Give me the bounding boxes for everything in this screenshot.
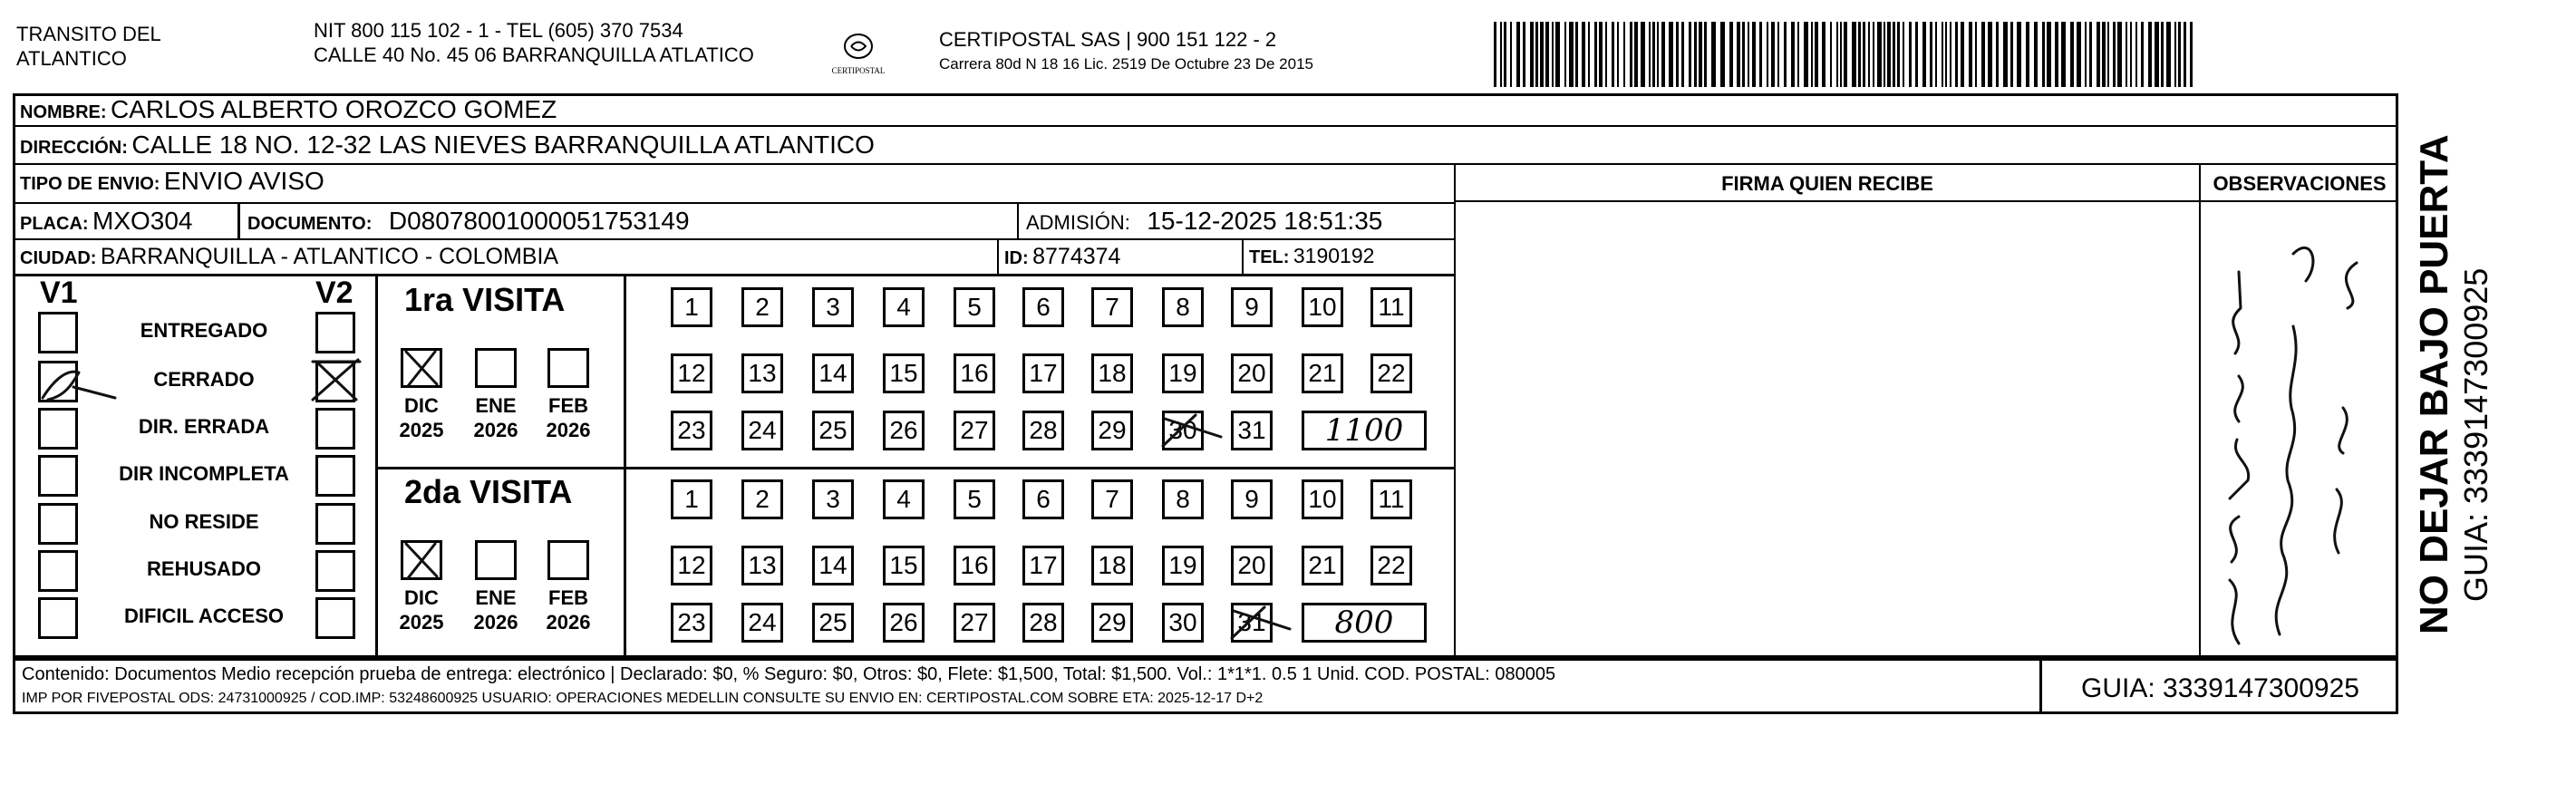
day-box[interactable]: 31 — [1231, 411, 1273, 450]
observaciones-divider — [2199, 163, 2201, 658]
day-box[interactable]: 12 — [671, 546, 712, 585]
day-box[interactable]: 4 — [883, 287, 925, 327]
firma-header — [1454, 163, 2199, 202]
observaciones-header — [2199, 163, 2398, 202]
month-name: ENE — [475, 394, 517, 417]
tipo-label: TIPO DE ENVIO: — [20, 174, 160, 194]
month-name: ENE — [475, 586, 517, 609]
day-box[interactable]: 22 — [1370, 546, 1412, 585]
day-box[interactable]: 19 — [1162, 353, 1204, 393]
month-year: 2026 — [473, 419, 518, 441]
month-year: 2026 — [546, 419, 591, 441]
day-box[interactable]: 30 — [1162, 411, 1204, 450]
observaciones-label: OBSERVACIONES — [2213, 172, 2387, 195]
month-checkbox[interactable] — [547, 348, 589, 388]
day-box[interactable]: 5 — [954, 287, 995, 327]
placa-label: PLACA: — [20, 214, 89, 234]
tel-value: 3190192 — [1293, 244, 1375, 267]
tel-label: TEL: — [1249, 247, 1290, 267]
documento-label: DOCUMENTO: — [247, 214, 373, 234]
visit-separator — [375, 467, 1454, 469]
day-box[interactable]: 10 — [1302, 479, 1343, 519]
handwritten-time: 1100 — [1302, 411, 1427, 450]
day-mark-icon — [1228, 602, 1292, 647]
month-checkbox[interactable] — [547, 540, 589, 580]
day-box[interactable]: 18 — [1091, 546, 1133, 585]
visit-title: 2da VISITA — [404, 473, 573, 510]
tel-cell — [1242, 238, 1454, 275]
day-box[interactable]: 26 — [883, 411, 925, 450]
day-box[interactable]: 1 — [671, 287, 712, 327]
direccion-row — [13, 125, 2398, 163]
handwritten-time: 800 — [1302, 603, 1427, 643]
placa-value: MXO304 — [92, 207, 193, 235]
x-mark-icon — [401, 348, 442, 388]
day-box[interactable]: 13 — [741, 353, 783, 393]
day-box[interactable]: 9 — [1231, 287, 1273, 327]
footer-guia: GUIA: 3339147300925 — [2081, 673, 2359, 703]
nombre-value: CARLOS ALBERTO OROZCO GOMEZ — [111, 95, 557, 123]
day-box[interactable]: 27 — [954, 411, 995, 450]
side-guia: GUIA: 3339147300925 — [2457, 267, 2494, 602]
admision-label: ADMISIÓN: — [1026, 211, 1130, 234]
day-box[interactable]: 24 — [741, 603, 783, 643]
month-name: DIC — [404, 586, 439, 609]
side-warning: NO DEJAR BAJO PUERTA — [2412, 134, 2456, 634]
day-box[interactable]: 18 — [1091, 353, 1133, 393]
month-year: 2025 — [399, 419, 444, 441]
logo-mark-icon — [840, 31, 876, 62]
day-box[interactable]: 28 — [1022, 411, 1064, 450]
day-box[interactable]: 17 — [1022, 353, 1064, 393]
day-box[interactable]: 19 — [1162, 546, 1204, 585]
day-box[interactable]: 10 — [1302, 287, 1343, 327]
contenido-line: Contenido: Documentos Medio recepción prueba de entrega: electrónico | Declarado: $0, % Seguro: $0, Otros: $0, Flete: $1,500, Total: $1,500. Vol.: 1*1*1. 0.5 1 Unid. COD. POSTAL: 080005 — [22, 664, 1556, 684]
day-box[interactable]: 11 — [1370, 479, 1412, 519]
day-box[interactable]: 17 — [1022, 546, 1064, 585]
day-box[interactable]: 1 — [671, 479, 712, 519]
side-text — [2411, 127, 2529, 634]
day-box[interactable]: 21 — [1302, 546, 1343, 585]
day-box[interactable]: 28 — [1022, 603, 1064, 643]
license-line: Carrera 80d N 18 16 Lic. 2519 De Octubre 23 De 2015 — [939, 55, 1313, 73]
day-box[interactable]: 6 — [1022, 479, 1064, 519]
day-box[interactable]: 29 — [1091, 603, 1133, 643]
company-info — [939, 27, 1313, 76]
day-box[interactable]: 14 — [812, 546, 854, 585]
id-label: ID: — [1004, 248, 1029, 268]
day-box[interactable]: 20 — [1231, 546, 1273, 585]
certipostal-logo — [823, 31, 894, 82]
admision-cell — [1017, 202, 1454, 238]
month-label — [533, 393, 604, 442]
month-label — [386, 393, 457, 442]
id-cell — [997, 238, 1242, 275]
status-label: CERRADO — [153, 368, 255, 391]
day-box[interactable]: 29 — [1091, 411, 1133, 450]
imp-line: IMP POR FIVEPOSTAL ODS: 24731000925 / COD.IMP: 53248600925 USUARIO: OPERACIONES MEDELLIN CONSULTE SU ENVIO EN: CERTIPOSTAL.COM SOBRE ETA: 2025-12-17 D+2 — [22, 691, 1264, 706]
day-box[interactable]: 16 — [954, 546, 995, 585]
firma-divider — [1454, 163, 1456, 658]
documento-value: D08078001000051753149 — [388, 207, 690, 235]
status-label: ENTREGADO — [140, 319, 268, 342]
day-box[interactable]: 20 — [1231, 353, 1273, 393]
day-box[interactable]: 15 — [883, 546, 925, 585]
month-checkbox[interactable] — [401, 540, 442, 580]
day-box[interactable]: 9 — [1231, 479, 1273, 519]
observations-handwriting — [2212, 218, 2384, 653]
month-name: FEB — [548, 586, 588, 609]
tipo-envio-row — [13, 163, 1454, 198]
day-box[interactable]: 15 — [883, 353, 925, 393]
ciudad-cell — [13, 238, 997, 275]
info-bottom-line — [13, 274, 1456, 276]
day-box[interactable]: 7 — [1091, 287, 1133, 327]
day-box[interactable]: 23 — [671, 603, 712, 643]
day-box[interactable]: 25 — [812, 603, 854, 643]
status-label: DIFICIL ACCESO — [123, 605, 284, 627]
day-box[interactable]: 21 — [1302, 353, 1343, 393]
month-name: FEB — [548, 394, 588, 417]
issuer-line-2: ATLANTICO — [16, 47, 127, 70]
status-label: DIR INCOMPLETA — [119, 462, 289, 485]
placa-cell — [13, 202, 237, 238]
x-mark-icon — [401, 540, 442, 580]
tipo-value: ENVIO AVISO — [163, 167, 324, 195]
day-box[interactable]: 24 — [741, 411, 783, 450]
day-box[interactable]: 5 — [954, 479, 995, 519]
day-box[interactable]: 11 — [1370, 287, 1412, 327]
day-box[interactable]: 13 — [741, 546, 783, 585]
status-label: NO RESIDE — [149, 510, 259, 533]
day-box[interactable]: 23 — [671, 411, 712, 450]
day-box[interactable]: 14 — [812, 353, 854, 393]
day-box[interactable]: 6 — [1022, 287, 1064, 327]
month-name: DIC — [404, 394, 439, 417]
month-checkbox[interactable] — [475, 348, 517, 388]
direccion-value: CALLE 18 NO. 12-32 LAS NIEVES BARRANQUILLA ATLANTICO — [131, 131, 875, 159]
day-box[interactable]: 26 — [883, 603, 925, 643]
logo-text: CERTIPOSTAL — [831, 66, 886, 75]
ciudad-label: CIUDAD: — [20, 248, 97, 268]
day-box[interactable]: 2 — [741, 479, 783, 519]
v2-label: V2 — [315, 276, 353, 310]
id-value: 8774374 — [1032, 244, 1121, 269]
month-label — [460, 585, 531, 634]
day-box[interactable]: 30 — [1162, 603, 1204, 643]
address-line: CALLE 40 No. 45 06 BARRANQUILLA ATLATICO — [314, 44, 754, 66]
issuer-contact — [314, 18, 754, 67]
month-label — [386, 585, 457, 634]
ciudad-value: BARRANQUILLA - ATLANTICO - COLOMBIA — [100, 244, 559, 269]
direccion-label: DIRECCIÓN: — [20, 138, 128, 158]
day-box[interactable]: 3 — [812, 287, 854, 327]
day-box[interactable]: 27 — [954, 603, 995, 643]
day-box[interactable]: 22 — [1370, 353, 1412, 393]
month-label — [533, 585, 604, 634]
status-label: DIR. ERRADA — [138, 415, 270, 438]
v1-label: V1 — [40, 276, 78, 310]
day-box[interactable]: 16 — [954, 353, 995, 393]
nit-line: NIT 800 115 102 - 1 - TEL (605) 370 7534 — [314, 19, 683, 42]
issuer-name — [16, 22, 161, 71]
status-label: REHUSADO — [147, 557, 261, 580]
issuer-line-1: TRANSITO DEL — [16, 23, 161, 45]
visit-title: 1ra VISITA — [404, 281, 566, 318]
day-mark-icon — [1159, 410, 1223, 455]
admision-value: 15-12-2025 18:51:35 — [1147, 207, 1383, 235]
month-checkbox[interactable] — [475, 540, 517, 580]
day-box[interactable]: 4 — [883, 479, 925, 519]
nombre-row — [13, 93, 2398, 125]
firma-label: FIRMA QUIEN RECIBE — [1721, 172, 1933, 195]
month-year: 2026 — [473, 611, 518, 634]
day-box[interactable]: 8 — [1162, 479, 1204, 519]
company-line: CERTIPOSTAL SAS | 900 151 122 - 2 — [939, 28, 1277, 51]
day-box[interactable]: 8 — [1162, 287, 1204, 327]
month-year: 2026 — [546, 611, 591, 634]
month-checkbox[interactable] — [401, 348, 442, 388]
day-box[interactable]: 7 — [1091, 479, 1133, 519]
nombre-label: NOMBRE: — [20, 102, 107, 122]
day-box[interactable]: 12 — [671, 353, 712, 393]
barcode — [1494, 22, 2193, 87]
month-year: 2025 — [399, 611, 444, 634]
day-box[interactable]: 31 — [1231, 603, 1273, 643]
day-box[interactable]: 3 — [812, 479, 854, 519]
day-box[interactable]: 25 — [812, 411, 854, 450]
day-box[interactable]: 2 — [741, 287, 783, 327]
documento-cell — [237, 202, 1017, 238]
month-label — [460, 393, 531, 442]
